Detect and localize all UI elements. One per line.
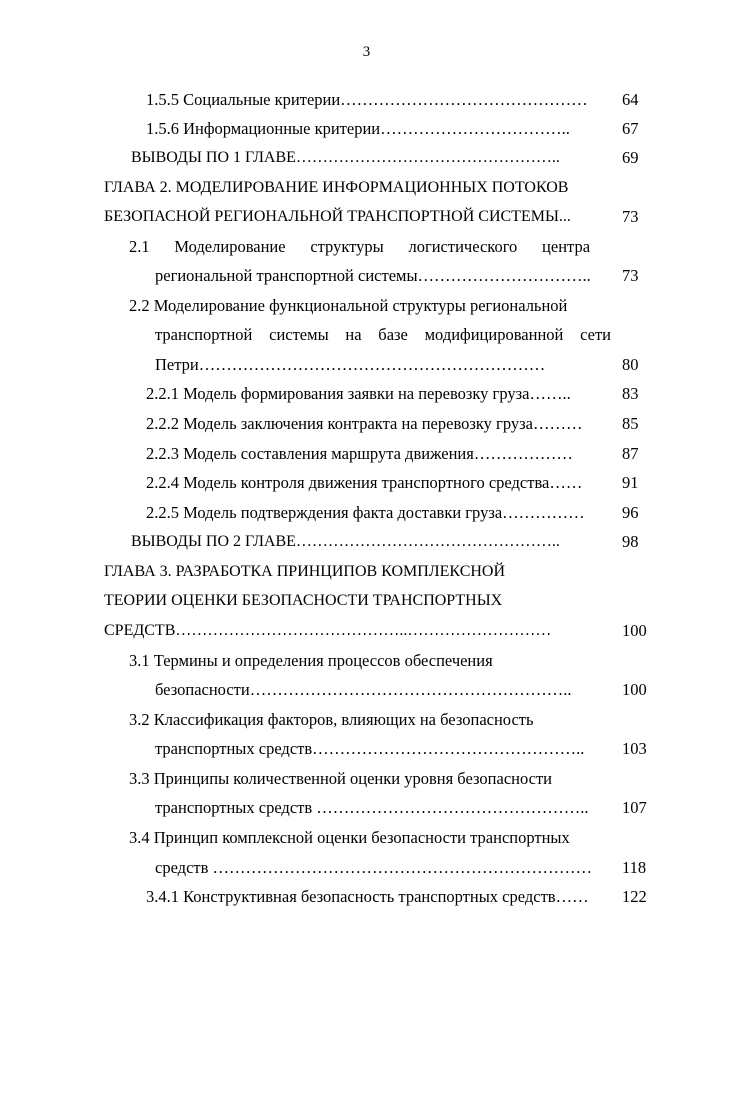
toc-entry-text: 1.5.5 Социальные критерии……………………………………… xyxy=(146,90,588,109)
toc-page-number: 67 xyxy=(622,119,639,138)
toc-page-number: 87 xyxy=(622,444,639,463)
toc-entry-text: ГЛАВА 3. РАЗРАБОТКА ПРИНЦИПОВ КОМПЛЕКСНОЙ xyxy=(104,563,506,580)
toc-page-number: 96 xyxy=(622,503,639,522)
toc-entry-text: 3.1 Термины и определения процессов обеспечения xyxy=(129,651,493,670)
toc-entry-text: транспортной системы на базе модифицированной сети xyxy=(155,325,611,344)
toc-entry-text: транспортных средств………………………………………….. xyxy=(155,739,585,758)
toc-page-number: 85 xyxy=(622,414,639,433)
toc-entry-text: 2.2.4 Модель контроля движения транспортного средства…… xyxy=(146,473,583,492)
toc-entry-text: СРЕДСТВ……………………………………..……………………… xyxy=(104,622,552,639)
toc-page-number: 100 xyxy=(622,621,647,640)
toc-entry-text: ГЛАВА 2. МОДЕЛИРОВАНИЕ ИНФОРМАЦИОННЫХ ПОТОКОВ xyxy=(104,179,569,196)
toc-page-number: 80 xyxy=(622,355,639,374)
toc-entry-text: 1.5.6 Информационные критерии…………………………….. xyxy=(146,119,570,138)
toc-page-number: 64 xyxy=(622,90,639,109)
toc-entry-text: 2.2.2 Модель заключения контракта на перевозку груза……… xyxy=(146,414,583,433)
toc-entry-text: региональной транспортной системы………………………….. xyxy=(155,266,591,285)
toc-entry-text: 3.2 Классификация факторов, влияющих на безопасность xyxy=(129,710,534,729)
toc-entry-text: 2.2.3 Модель составления маршрута движения……………… xyxy=(146,444,573,463)
toc-page-number: 91 xyxy=(622,473,639,492)
page-number: 3 xyxy=(362,44,371,60)
toc-entry-text: 2.2.5 Модель подтверждения факта доставки груза…………… xyxy=(146,503,585,522)
toc-entry-text: транспортных средств ………………………………………….. xyxy=(155,798,589,817)
toc-entry-text: ТЕОРИИ ОЦЕНКИ БЕЗОПАСНОСТИ ТРАНСПОРТНЫХ xyxy=(104,592,503,609)
toc-entry-text: 3.4.1 Конструктивная безопасность транспортных средств…… xyxy=(146,887,589,906)
toc-page-number: 69 xyxy=(622,148,639,167)
toc-entry-text: ВЫВОДЫ ПО 1 ГЛАВЕ………………………………………….. xyxy=(131,149,560,166)
toc-page-number: 118 xyxy=(622,858,647,877)
toc-entry-text: ВЫВОДЫ ПО 2 ГЛАВЕ………………………………………….. xyxy=(131,533,560,550)
toc-page-number: 83 xyxy=(622,384,639,403)
toc-entry-text: Петри……………………………………………………… xyxy=(155,355,546,374)
toc-page-number: 107 xyxy=(622,798,647,817)
toc-page-number: 122 xyxy=(622,887,647,906)
toc-page-number: 73 xyxy=(622,207,639,226)
toc-page-number: 100 xyxy=(622,680,647,699)
toc-entry-text: безопасности………………………………………………….. xyxy=(155,680,572,699)
toc-entry-text: 2.2.1 Модель формирования заявки на перевозку груза…….. xyxy=(146,384,571,403)
toc-page-number: 98 xyxy=(622,532,639,551)
toc-entry-text: 3.4 Принцип комплексной оценки безопасности транспортных xyxy=(129,828,570,847)
toc-entry-text: средств …………………………………………………………… xyxy=(155,858,593,877)
toc-entry-text: БЕЗОПАСНОЙ РЕГИОНАЛЬНОЙ ТРАНСПОРТНОЙ СИСТЕМЫ... xyxy=(104,208,571,225)
toc-entry-text: 2.1 Моделирование структуры логистического центра xyxy=(129,237,591,256)
toc-entry-text: 2.2 Моделирование функциональной структуры региональной xyxy=(129,296,568,315)
toc-entry-text: 3.3 Принципы количественной оценки уровня безопасности xyxy=(129,769,552,788)
toc-page-number: 103 xyxy=(622,739,647,758)
toc-page-number: 73 xyxy=(622,266,639,285)
